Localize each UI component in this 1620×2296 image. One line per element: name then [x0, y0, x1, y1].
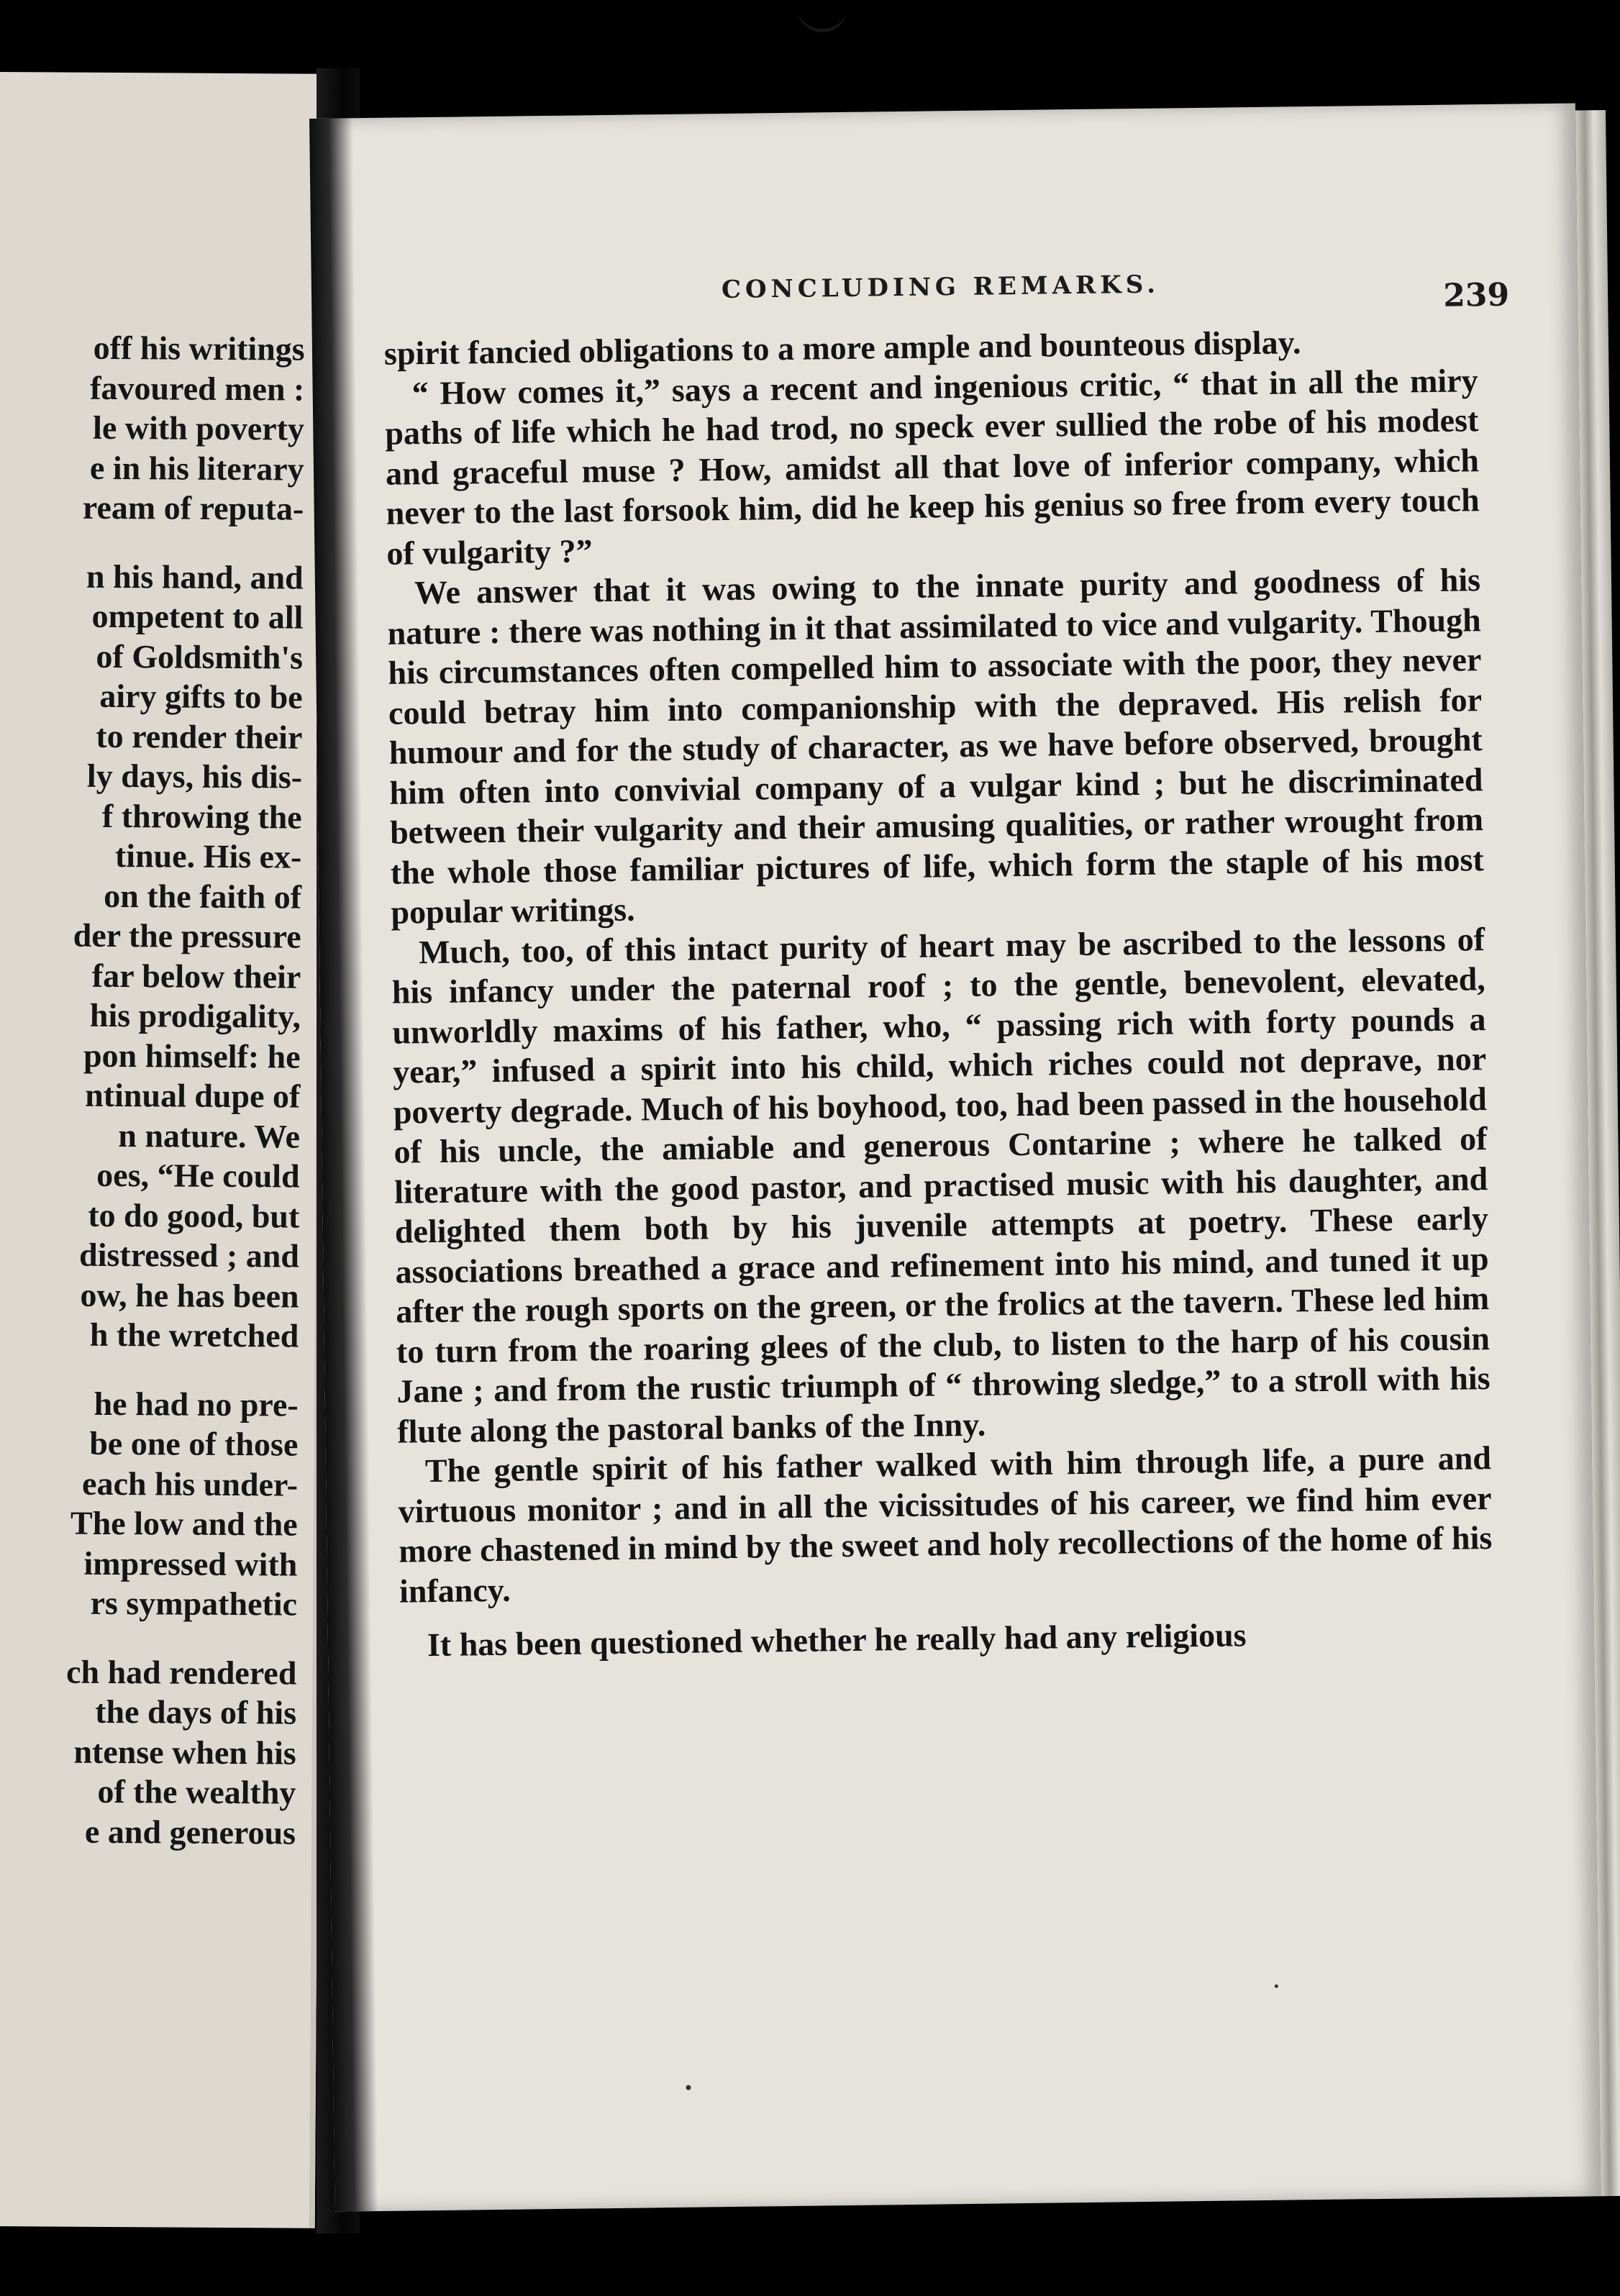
text-line: e in his literary: [89, 449, 304, 488]
text-line: ly days, his dis-: [86, 757, 303, 796]
paragraph: It has been questioned whether he really had any religious: [427, 1616, 1247, 1664]
scan-mark: [797, 0, 847, 32]
text-line: tinue. His ex-: [114, 837, 302, 875]
text-line: ompetent to all: [91, 597, 304, 636]
line-gap: [0, 1354, 299, 1385]
ink-speck: [686, 2085, 691, 2090]
text-line: impressed with: [83, 1544, 298, 1583]
body-text: [384, 320, 1494, 1665]
text-line: each his under-: [81, 1464, 299, 1503]
text-line: ow, he has been: [80, 1276, 299, 1315]
text-line: to do good, but: [88, 1196, 300, 1235]
text-line: le with poverty: [92, 409, 305, 447]
text-line: off his writings: [93, 329, 305, 368]
text-line: f throwing the: [101, 797, 302, 836]
text-line: ntinual dupe of: [85, 1076, 301, 1115]
text-line: h the wretched: [89, 1316, 299, 1354]
text-line: n nature. We: [118, 1116, 301, 1155]
text-line: his prodigality,: [89, 996, 301, 1035]
text-line: the days of his: [95, 1693, 297, 1731]
right-page: [309, 103, 1601, 2211]
text-line: be one of those: [89, 1424, 299, 1463]
line-gap: [0, 1622, 297, 1653]
paragraph: “ How comes it,” says a recent and ingenious critic, “ that in all the miry paths of life which he had trod, no speck ever sullied the robe of his modest and graceful muse ? How, amidst all that love of inferior company, which never to the last forsook him, did he keep his genius so free from every touch of vulgarity ?”: [385, 361, 1480, 572]
paragraph: spirit fancied obligations to a more ample and bounteous display.: [383, 324, 1301, 372]
text-line: distressed ; and: [78, 1236, 300, 1275]
page-edge: [1575, 110, 1620, 2196]
text-line: n his hand, and: [86, 557, 304, 596]
text-line: The low and the: [70, 1504, 298, 1543]
text-line: of the wealthy: [97, 1772, 296, 1811]
text-line: e and generous: [84, 1813, 296, 1851]
text-line: rs sympathetic: [90, 1584, 298, 1623]
text-line: far below their: [91, 957, 301, 996]
text-line: ream of reputa-: [82, 488, 304, 527]
text-line: der the pressure: [73, 916, 301, 955]
line-gap: [1, 527, 304, 558]
text-line: oes, “He could: [96, 1156, 300, 1195]
text-line: ch had rendered: [65, 1653, 297, 1692]
page-number: 239: [1442, 276, 1510, 314]
paragraph: The gentle spirit of his father walked with him through life, a pure and virtuous monitor ; and in all the vicissitudes of his career, we find him ever more chastened in mind by the sweet and holy recollections of the home of his infancy.: [398, 1439, 1493, 1610]
ink-speck: [1275, 1985, 1278, 1988]
text-line: to render their: [96, 717, 303, 756]
text-line: he had no pre-: [94, 1385, 299, 1423]
paragraph: We answer that it was owing to the innate purity and goodness of his nature : there was nothing in it that assimilated to vice and vulgarity. Though his circumstances often compelled him to associate with the poor, they never could betray him into companionship with the depraved. His relish for humour and for the study of character, as we have before observed, brought him often into convivial company of a vulgar kind ; but he discriminated between their vulgarity and their amusing qualities, or rather wrought from the whole those familiar pictures of life, which form the staple of his most popular writings.: [387, 561, 1485, 931]
text-line: airy gifts to be: [99, 677, 303, 716]
text-line: pon himself: he: [83, 1037, 301, 1075]
paragraph: Much, too, of this intact purity of heart may be ascribed to the lessons of his infancy under the paternal roof ; to the gentle, benevolent, elevated, unworldly maxims of his father, who, “ passing rich with forty pounds a year,” infused a spirit into his child, which riches could not deprave, nor poverty degrade. Much of his boyhood, too, had been passed in the household of his uncle, the amiable and generous Contarine ; where he talked of literature with the good pastor, and practised music with his daughter, and delighted them both by his juvenile attempts at poetry. These early associations breathed a grace and refinement into his mind, and tuned it up after the rough sports on the green, or the frolics at the tavern. These led him to turn from the roaring glees of the club, to listen to the harp of his cousin Jane ; and from the rustic triumph of “ throwing sledge,” to a stroll with his flute along the pastoral banks of the Inny.: [391, 920, 1491, 1450]
text-line: on the faith of: [104, 877, 302, 916]
left-page: [0, 72, 328, 2228]
text-line: of Goldsmith's: [96, 637, 304, 676]
text-line: ntense when his: [73, 1733, 296, 1772]
running-head: CONCLUDING REMARKS.: [721, 270, 1160, 305]
left-page-text: [0, 327, 305, 1853]
text-line: favoured men :: [90, 369, 305, 408]
